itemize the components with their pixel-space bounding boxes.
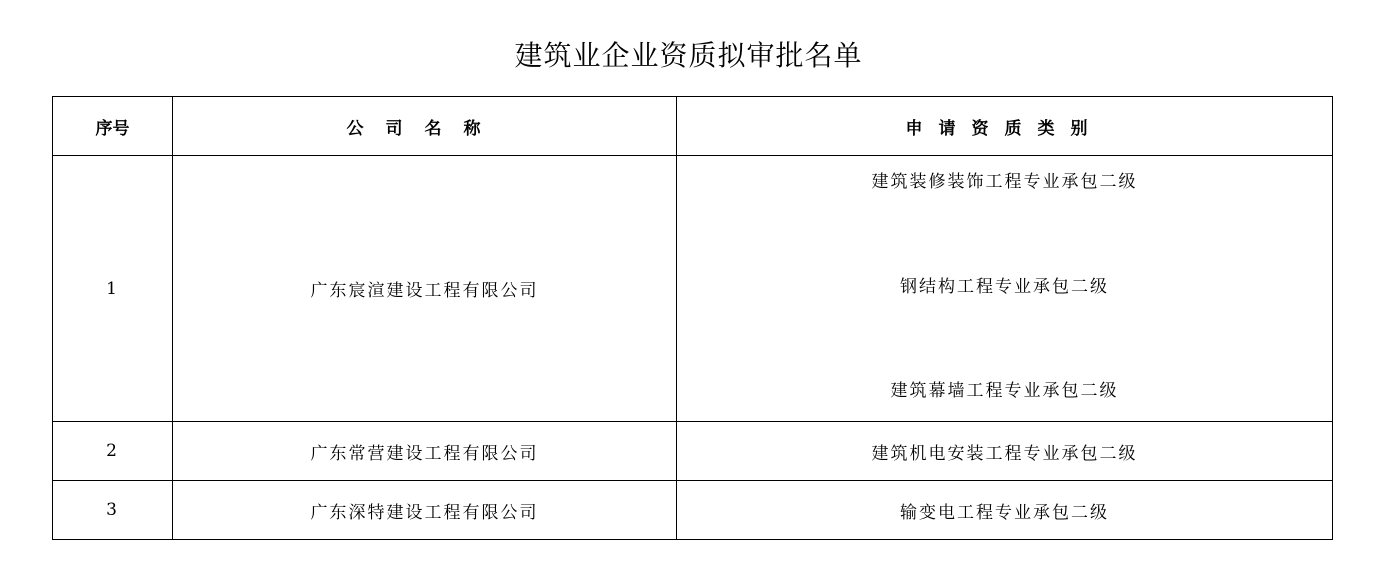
row-company-name: 广东常营建设工程有限公司 <box>173 422 677 481</box>
qualification-item: 输变电工程专业承包二级 <box>677 481 1333 540</box>
table-header-row <box>53 97 1333 156</box>
row-qualifications <box>677 156 1333 422</box>
page-title: 建筑业企业资质拟审批名单 <box>514 39 863 72</box>
table-row <box>53 481 1333 540</box>
row-index: 2 <box>53 422 173 481</box>
row-index: 1 <box>53 156 173 422</box>
row-company-name: 广东深特建设工程有限公司 <box>173 481 677 540</box>
qualification-item: 建筑机电安装工程专业承包二级 <box>677 422 1333 481</box>
qualification-item: 钢结构工程专业承包二级 <box>900 276 1109 297</box>
header-qualification-category: 申请资质类别 <box>677 97 1333 156</box>
approval-list-table <box>52 96 1333 540</box>
qualification-item: 建筑幕墙工程专业承包二级 <box>890 381 1119 401</box>
row-company-name: 广东宸渲建设工程有限公司 <box>173 156 677 422</box>
header-index: 序号 <box>53 97 173 156</box>
header-company-name: 公司名称 <box>173 97 677 156</box>
qualification-item: 建筑装修装饰工程专业承包二级 <box>871 172 1138 192</box>
table-row <box>53 156 1333 422</box>
table-row <box>53 422 1333 481</box>
row-index: 3 <box>53 481 173 540</box>
